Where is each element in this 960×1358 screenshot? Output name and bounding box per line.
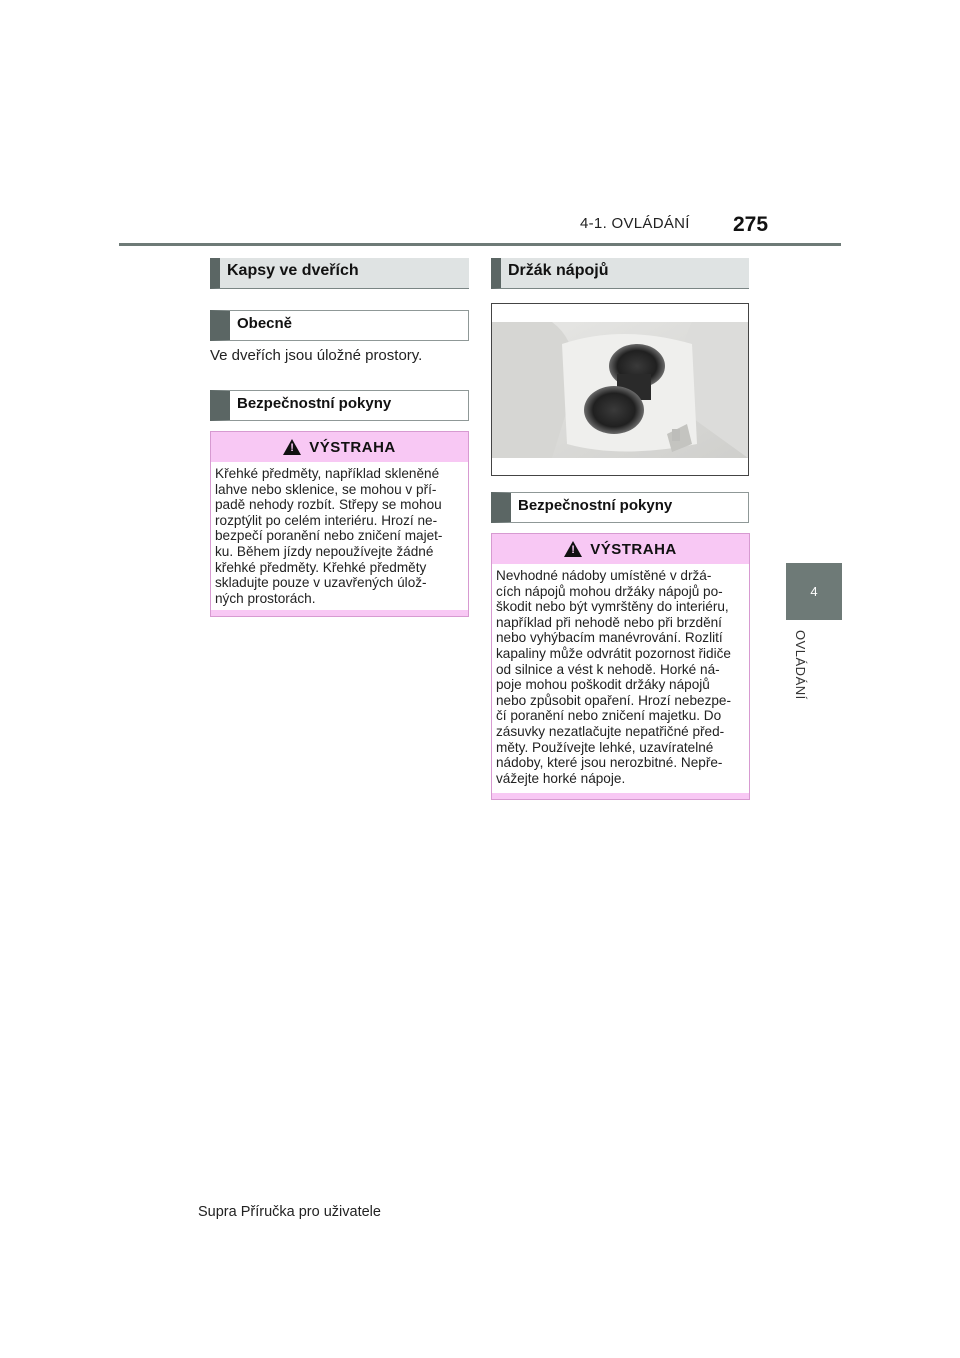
subheading-safety: Bezpečnostní pokyny (210, 390, 469, 421)
chapter-tab (786, 563, 842, 620)
warning-triangle-icon (283, 439, 301, 455)
section-heading-door-pockets: Kapsy ve dveřích (210, 258, 469, 289)
warning-line: kapaliny může odvrátit pozornost řidiče (496, 645, 731, 661)
warning-line: od silnice a vést k nehodě. Horké ná- (496, 661, 720, 677)
warning-line: ných prostorách. (215, 590, 316, 606)
warning-text-right (492, 564, 749, 793)
warning-line: například při nehodě nebo při brzdění (496, 614, 722, 630)
chapter-tab-label: OVLÁDÁNÍ (793, 630, 808, 700)
warning-text (211, 462, 468, 610)
warning-line: lahve nebo sklenice, se mohou v pří- (215, 481, 437, 497)
subheading-general: Obecně (210, 310, 469, 341)
warning-line: zásuvky nezatlačujte nepatřičné před- (496, 723, 725, 739)
warning-line: čí poranění nebo zničení majetku. Do (496, 708, 722, 724)
cup-holder-photo (491, 303, 749, 476)
general-text: Ve dveřích jsou úložné prostory. (210, 347, 423, 364)
warning-line: poje mohou poškodit držáky nápojů (496, 677, 710, 693)
warning-triangle-icon (564, 541, 582, 557)
chapter-tab-number: 4 (810, 584, 818, 599)
warning-line: nádoby, které jsou nerozbitné. Nepře- (496, 755, 723, 771)
warning-line: nebo způsobit opaření. Hrozí nebezpe- (496, 692, 732, 708)
chapter-title: 4-1. OVLÁDÁNÍ (580, 215, 690, 232)
warning-line: cích nápojů mohou držáky nápojů po- (496, 583, 723, 599)
warning-header-right: ! VÝSTRAHA (492, 534, 749, 564)
cup-holder-illustration (492, 304, 748, 475)
warning-line: křehké předměty. Křehké předměty (215, 559, 427, 575)
warning-box-right (491, 533, 750, 800)
warning-box-left (210, 431, 469, 617)
warning-line: skladujte pouze v uzavřených úlož- (215, 575, 427, 591)
subheading-safety-right: Bezpečnostní pokyny (491, 492, 749, 523)
warning-line: nebo vyhýbacím manévrování. Rozlití (496, 630, 723, 646)
page-number: 275 (733, 213, 769, 236)
warning-line: padě nehody rozbít. Střepy se mohou (215, 497, 442, 513)
warning-line: škodit nebo být vymrštěny do interiéru, (496, 599, 729, 615)
warning-header: ! VÝSTRAHA (211, 432, 468, 462)
section-heading-cup-holder: Držák nápojů (491, 258, 749, 289)
warning-line: bezpečí poranění nebo zničení majet- (215, 528, 443, 544)
header-divider (119, 243, 841, 246)
warning-line: Nevhodné nádoby umístěné v držá- (496, 568, 712, 583)
warning-line: rozptýlit po celém interiéru. Hrozí ne- (215, 512, 438, 528)
footer-text: Supra Příručka pro uživatele (198, 1204, 381, 1220)
warning-line: měty. Používejte lehké, uzavíratelné (496, 739, 714, 755)
warning-line: Křehké předměty, například skleněné (215, 466, 440, 481)
warning-line: vážejte horké nápoje. (496, 770, 626, 786)
warning-line: ku. Během jízdy nepoužívejte žádné (215, 543, 434, 559)
